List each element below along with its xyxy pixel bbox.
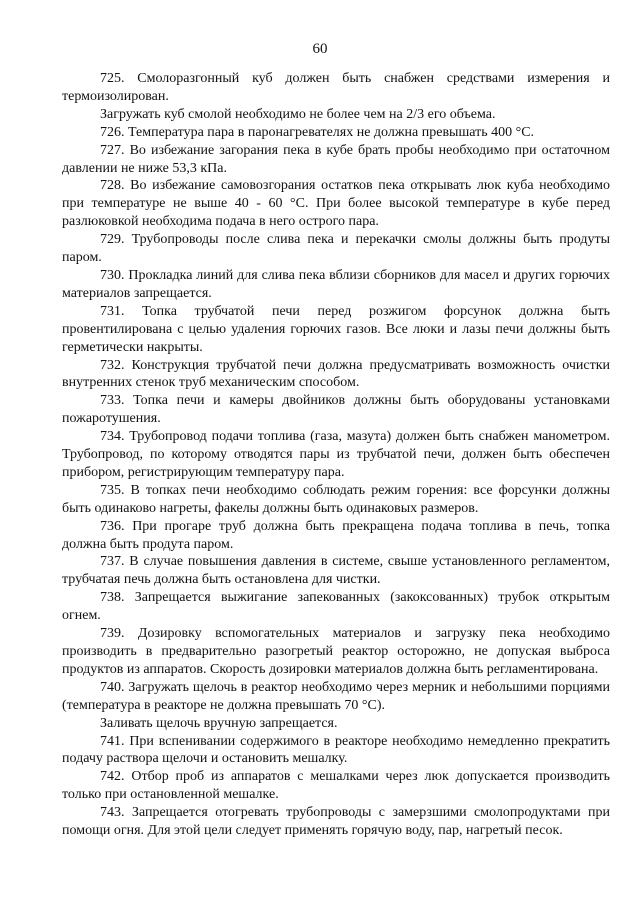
paragraph-741: 741. При вспенивании содержимого в реакторе необходимо немедленно прекратить подачу раствора щелочи и остановить мешалку. (62, 733, 610, 767)
paragraph-742: 742. Отбор проб из аппаратов с мешалками через люк допускается производить только при остановленной мешалке. (62, 769, 610, 803)
paragraph-736: 736. При прогаре труб должна быть прекращена подача топлива в печь, топка должна быть продута паром. (62, 518, 610, 552)
paragraph-743: 743. Запрещается отогревать трубопроводы с замерзшими смолопродуктами при помощи огня. Для этой цели следует применять горячую воду, пар, нагретый песок. (62, 805, 610, 839)
paragraph-725-continuation: Загружать куб смолой необходимо не более чем на 2/3 его объема. (100, 106, 496, 122)
paragraph-732: 732. Конструкция трубчатой печи должна предусматривать возможность очистки внутренних стенок труб механическим способом. (62, 357, 610, 391)
paragraph-734: 734. Трубопровод подачи топлива (газа, мазута) должен быть снабжен манометром. Трубопровод, по которому отводятся пары из трубчатой печи, должен быть обеспечен прибором, регистрирующим температуру пара. (62, 429, 610, 480)
paragraph-728: 728. Во избежание самовозгорания остатков пека открывать люк куба необходимо при температуре не выше 40 - 60 °С. При более высокой температуре в кубе перед разлюковкой необходима подача в него острого пара. (62, 178, 610, 230)
paragraph-731: 731. Топка трубчатой печи перед розжигом форсунок должна быть провентилирована с целью удаления горючих газов. Все люки и лазы печи должны быть герметически накрыты. (62, 303, 610, 355)
paragraph-738: 738. Запрещается выжигание запекованных (закоксованных) трубок открытым огнем. (62, 590, 610, 624)
paragraph-725: 725. Смолоразгонный куб должен быть снабжен средствами измерения и термоизолирован. (62, 71, 610, 104)
paragraph-740: 740. Загружать щелочь в реактор необходимо через мерник и небольшими порциями (температура в реакторе не должна превышать 70 °С). (62, 679, 610, 713)
document-body (62, 70, 610, 840)
paragraph-730: 730. Прокладка линий для слива пека вблизи сборников для масел и других горючих материалов запрещается. (62, 267, 610, 301)
paragraph-733: 733. Топка печи и камеры двойников должны быть оборудованы установками пожаротушения. (62, 393, 610, 427)
paragraph-727: 727. Во избежание загорания пека в кубе брать пробы необходимо при остаточном давлении не ниже 53,3 кПа. (62, 142, 610, 176)
page-number: 60 (312, 41, 328, 57)
paragraph-735: 735. В топках печи необходимо соблюдать режим горения: все форсунки должны быть одинаково нагреты, факелы должны быть одинаковых размеров. (62, 482, 610, 516)
paragraph-729: 729. Трубопроводы после слива пека и перекачки смолы должны быть продуты паром. (62, 232, 610, 266)
paragraph-739: 739. Дозировку вспомогательных материалов и загрузку пека необходимо производить в предварительно разогретый реактор осторожно, не допуская выброса продуктов из аппаратов. Скорость дозировки материалов должна быть регламентирована. (62, 626, 610, 677)
paragraph-740-continuation: Заливать щелочь вручную запрещается. (100, 715, 338, 731)
paragraph-737: 737. В случае повышения давления в системе, свыше установленного регламентом, трубчатая печь должна быть остановлена для чистки. (62, 554, 610, 588)
paragraph-726: 726. Температура пара в паронагревателях не должна превышать 400 °С. (100, 124, 535, 140)
